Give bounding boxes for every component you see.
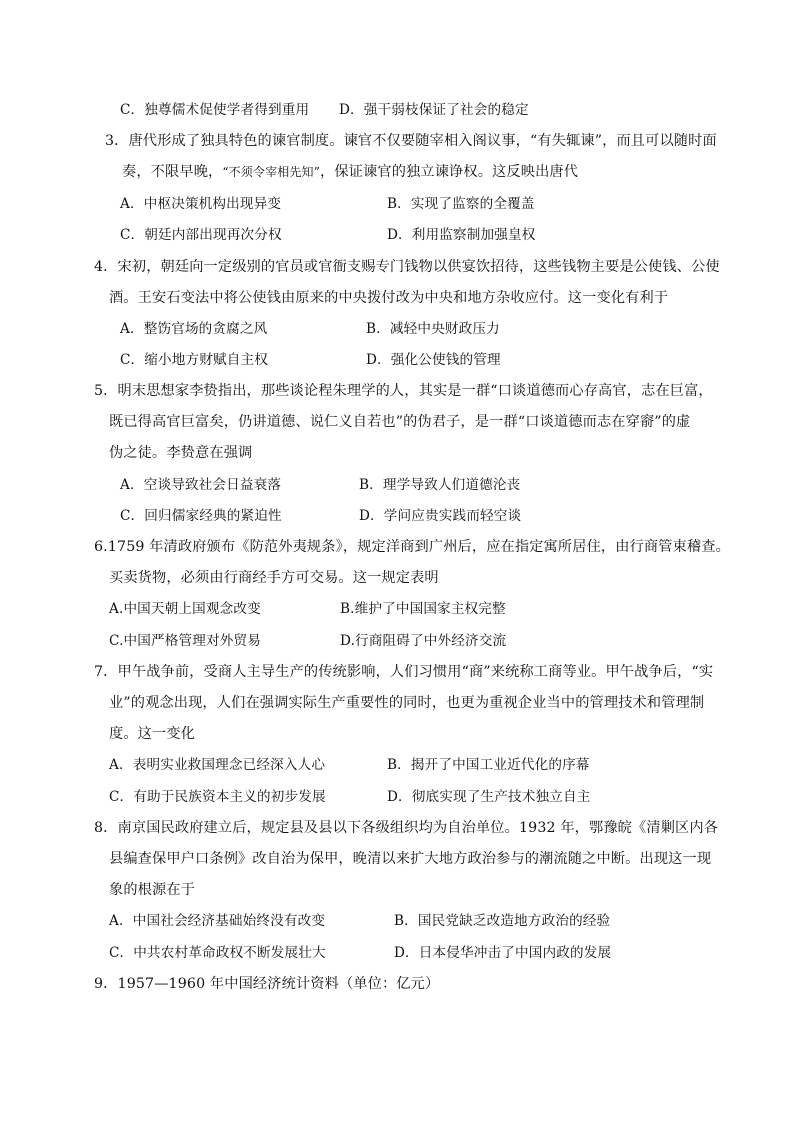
- q7-option-a: A．表明实业救国理念已经深入人心: [109, 757, 326, 773]
- q3-option-c: C．朝廷内部出现再次分权: [120, 227, 282, 243]
- q7-stem-line-3: 度。这一变化: [109, 726, 196, 742]
- q4-option-c: C．缩小地方财赋自主权: [120, 352, 268, 368]
- q2-option-c: C．独尊儒术促使学者得到重用: [120, 102, 310, 118]
- q3-option-b: B．实现了监察的全覆盖: [387, 196, 535, 212]
- q4-option-a: A．整饬官场的贪腐之风: [120, 321, 268, 337]
- q5-option-d: D．学问应贵实践而轻空谈: [359, 508, 522, 524]
- q4-stem-line-1: 4．宋初，朝廷向一定级别的官员或官衙支赐专门钱物以供宴饮招待，这些钱物主要是公使钱、公使: [94, 259, 720, 275]
- q6-stem-line-1: 6.1759 年清政府颁布《防范外夷规条》，规定洋商到广州后，应在指定寓所居住，由行商管束稽查。: [94, 539, 730, 555]
- q6-option-c: C.中国严格管理对外贸易: [109, 633, 261, 649]
- q8-stem-line-1: 8．南京国民政府建立后，规定县及县以下各级组织均为自治单位。1932 年，鄂豫皖《清剿区内各: [94, 820, 719, 836]
- q6-option-d: D.行商阻碍了中外经济交流: [340, 633, 507, 649]
- q8-option-b: B．国民党缺乏改造地方政治的经验: [394, 913, 611, 929]
- q7-stem-line-2: 业”的观念出现，人们在强调实际生产重要性的同时，也更为重视企业当中的管理技术和管理制: [109, 695, 705, 711]
- q6-stem-line-2: 买卖货物，必须由行商经手方可交易。这一规定表明: [109, 570, 439, 586]
- q8-option-a: A．中国社会经济基础始终没有改变: [109, 913, 326, 929]
- q8-option-c: C．中共农村革命政权不断发展壮大: [109, 945, 326, 961]
- q5-stem-line-2: 既已得高官巨富矣，仍讲道德、说仁义自若也”的伪君子，是一群“口谈道德而志在穿窬”的虚: [109, 414, 691, 430]
- q5-option-b: B．理学导致人们道德沦丧: [359, 477, 521, 493]
- q7-stem-line-1: 7．甲午战争前，受商人主导生产的传统影响，人们习惯用“商”来统称工商等业。甲午战争后，“实: [94, 664, 714, 680]
- q5-stem-line-3: 伪之徒。李贽意在强调: [109, 445, 253, 461]
- q8-stem-line-2: 县编查保甲户口条例》改自治为保甲，晚清以来扩大地方政治参与的潮流随之中断。出现这一现: [109, 851, 712, 867]
- q3-stem-line-2: [122, 163, 578, 181]
- q7-option-b: B．揭开了中国工业近代化的序幕: [387, 757, 590, 773]
- q3-stem-line-1: 3．唐代形成了独具特色的谏官制度。谏官不仅要随宰相入阁议事，“有失辄谏”，而且可以随时面: [105, 133, 717, 149]
- q4-option-b: B．减轻中央财政压力: [366, 321, 500, 337]
- q7-option-c: C．有助于民族资本主义的初步发展: [109, 789, 326, 805]
- q7-option-d: D．彻底实现了生产技术独立自主: [387, 789, 591, 805]
- q3-stem-part-a: 奏，不限早晚，: [122, 164, 223, 180]
- q4-option-d: D．强化公使钱的管理: [366, 352, 501, 368]
- q4-stem-line-2: 酒。王安石变法中将公使钱由原来的中央拨付改为中央和地方杂收应付。这一变化有利于: [109, 290, 669, 306]
- q6-option-b: B.维护了中国国家主权完整: [340, 601, 506, 617]
- q5-option-a: A．空谈导致社会日益衰落: [120, 477, 282, 493]
- q5-stem-line-1: 5．明末思想家李贽指出，那些谈论程朱理学的人，其实是一群“口谈道德而心存高官，志在巨富，: [94, 383, 713, 399]
- q8-stem-line-3: 象的根源在于: [109, 882, 196, 898]
- q3-option-d: D．利用监察制加强皇权: [387, 227, 536, 243]
- q5-option-c: C．回归儒家经典的紧迫性: [120, 508, 282, 524]
- q9-stem-line-1: 9．1957—1960 年中国经济统计资料（单位：亿元）: [94, 976, 440, 992]
- q3-option-a: A．中枢决策机构出现异变: [120, 196, 282, 212]
- q3-stem-quote: “不须令宰相先知”: [222, 165, 320, 179]
- q8-option-d: D．日本侵华冲击了中国内政的发展: [394, 945, 612, 961]
- q2-option-d: D．强干弱枝保证了社会的稳定: [339, 102, 529, 118]
- q6-option-a: A.中国天朝上国观念改变: [109, 601, 261, 617]
- q3-stem-part-c: ，保证谏官的独立谏诤权。这反映出唐代: [320, 164, 579, 180]
